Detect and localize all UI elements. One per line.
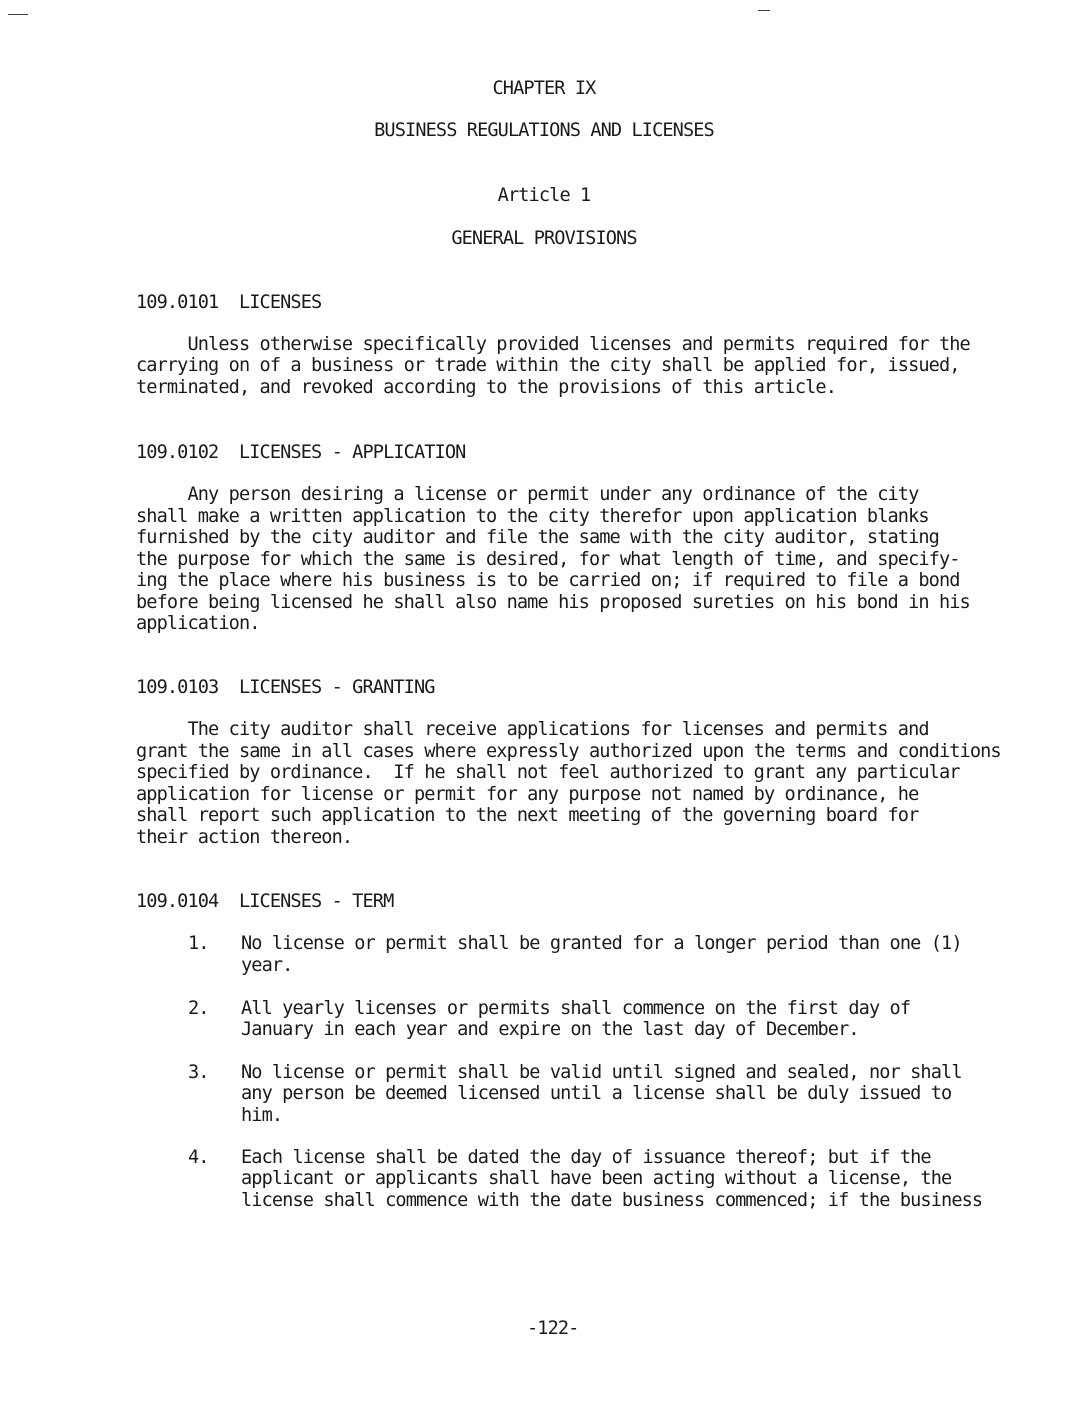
- paragraph-line: application.: [136, 613, 260, 634]
- list-item-number: 4.: [188, 1147, 209, 1168]
- list-item-number: 3.: [188, 1062, 209, 1083]
- paragraph-line: application for license or permit for any purpose not named by ordinance, he: [136, 784, 919, 805]
- paragraph-line: their action thereon.: [136, 827, 353, 848]
- chapter-title: BUSINESS REGULATIONS AND LICENSES: [374, 120, 714, 141]
- paragraph-line: Unless otherwise specifically provided licenses and permits required for the: [136, 334, 970, 355]
- article-title: GENERAL PROVISIONS: [451, 228, 637, 249]
- paragraph-line: before being licensed he shall also name his proposed sureties on his bond in his: [136, 592, 970, 613]
- paragraph-line: Any person desiring a license or permit under any ordinance of the city: [136, 484, 919, 505]
- list-item-line: No license or permit shall be valid until signed and sealed, nor shall: [241, 1062, 962, 1083]
- paragraph-line: shall report such application to the next meeting of the governing board for: [136, 805, 919, 826]
- scan-mark: [758, 10, 770, 11]
- paragraph-line: carrying on of a business or trade within the city shall be applied for, issued,: [136, 355, 960, 376]
- paragraph-line: the purpose for which the same is desired, for what length of time, and specify-: [136, 549, 960, 570]
- section-heading: 109.0101 LICENSES: [136, 292, 322, 313]
- paragraph-line: terminated, and revoked according to the provisions of this article.: [136, 377, 837, 398]
- list-item-number: 1.: [188, 933, 209, 954]
- list-item-line: license shall commence with the date business commenced; if the business: [241, 1190, 983, 1211]
- list-item-number: 2.: [188, 998, 209, 1019]
- section-heading: 109.0104 LICENSES - TERM: [136, 891, 394, 912]
- scan-mark: [8, 14, 28, 15]
- list-item-line: Each license shall be dated the day of issuance thereof; but if the: [241, 1147, 931, 1168]
- article-heading: Article 1: [497, 185, 591, 206]
- paragraph-line: shall make a written application to the city therefor upon application blanks: [136, 506, 929, 527]
- list-item-line: year.: [241, 955, 293, 976]
- paragraph-line: furnished by the city auditor and file the same with the city auditor, stating: [136, 527, 939, 548]
- list-item-line: any person be deemed licensed until a license shall be duly issued to: [241, 1083, 952, 1104]
- list-item-line: him.: [241, 1105, 283, 1126]
- section-heading: 109.0103 LICENSES - GRANTING: [136, 677, 435, 698]
- chapter-heading: CHAPTER IX: [492, 78, 596, 99]
- list-item-line: All yearly licenses or permits shall commence on the first day of: [241, 998, 911, 1019]
- list-item-line: No license or permit shall be granted for a longer period than one (1): [241, 933, 962, 954]
- section-heading: 109.0102 LICENSES - APPLICATION: [136, 442, 466, 463]
- page-number: -122-: [527, 1318, 579, 1339]
- paragraph-line: specified by ordinance. If he shall not feel authorized to grant any particular: [136, 762, 960, 783]
- list-item-line: January in each year and expire on the last day of December.: [241, 1019, 859, 1040]
- paragraph-line: grant the same in all cases where expressly authorized upon the terms and conditions: [136, 741, 1001, 762]
- paragraph-line: The city auditor shall receive applications for licenses and permits and: [136, 719, 929, 740]
- list-item-line: applicant or applicants shall have been acting without a license, the: [241, 1168, 952, 1189]
- paragraph-line: ing the place where his business is to be carried on; if required to file a bond: [136, 570, 960, 591]
